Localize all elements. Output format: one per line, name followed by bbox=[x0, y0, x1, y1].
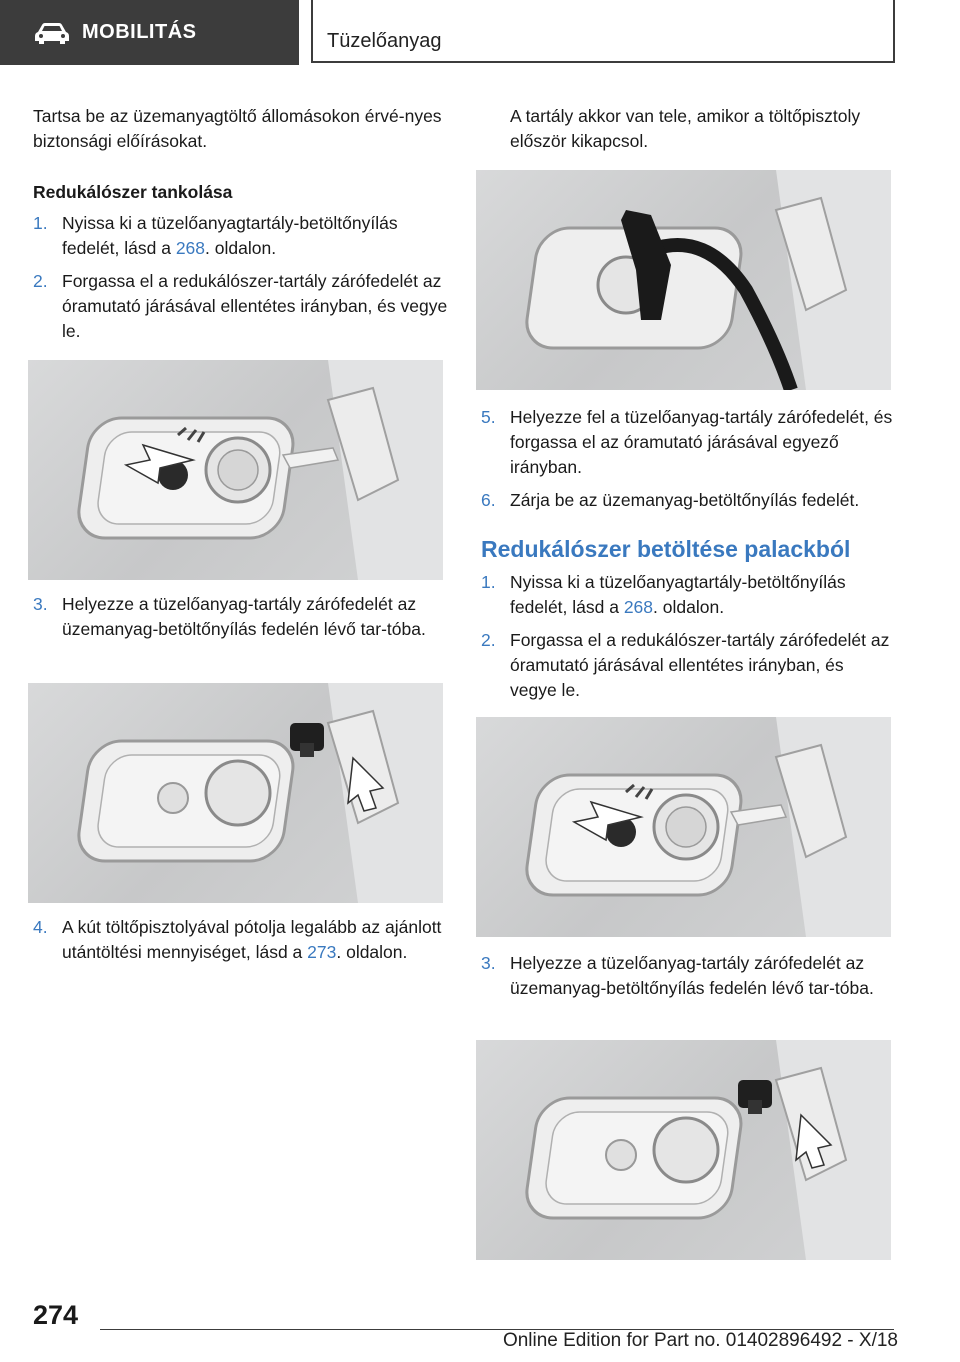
step-item: 2. Forgassa el a redukálószer-tartály zárófedelét az óramutató járásával ellentétes irányban, és vegye le. bbox=[481, 630, 890, 700]
step-item: 6. Zárja be az üzemanyag-betöltőnyílás fedelét. bbox=[481, 490, 860, 510]
fuel-flap-illustration bbox=[28, 360, 443, 580]
full-tank-note: A tartály akkor van tele, amikor a töltőpisztoly először kikapcsol. bbox=[510, 106, 861, 151]
fuel-nozzle-illustration bbox=[476, 170, 891, 390]
right-steps-b bbox=[481, 570, 893, 703]
left-step3 bbox=[33, 592, 453, 642]
fuel-flap-illustration bbox=[28, 683, 443, 903]
section-tab bbox=[0, 0, 299, 65]
left-column bbox=[33, 104, 453, 154]
right-intro bbox=[481, 104, 893, 154]
right-steps-a bbox=[481, 405, 893, 513]
step-item: 3. Helyezze a tüzelőanyag-tartály zárófedelét az üzemanyag-betöltőnyílás fedelén lévő tar-tóba. bbox=[481, 953, 874, 998]
step-item: 2. Forgassa el a redukálószer-tartály zárófedelét az óramutató járásával ellentétes irányban, és vegye le. bbox=[33, 271, 448, 341]
figure-place-cap-2 bbox=[476, 1040, 891, 1260]
step-item: 1. Nyissa ki a tüzelőanyagtartály-betöltőnyílás fedelét, lásd a 268. oldalon. bbox=[481, 572, 846, 617]
step-item: 4. A kút töltőpisztolyával pótolja legalább az ajánlott utántöltési mennyiséget, lásd a 273. oldalon. bbox=[33, 917, 442, 962]
section-label: MOBILITÁS bbox=[82, 21, 197, 43]
fuel-flap-illustration bbox=[476, 1040, 891, 1260]
figure-filling bbox=[476, 170, 891, 390]
page-number: 274 bbox=[33, 1300, 79, 1330]
page-link[interactable]: 268 bbox=[623, 597, 654, 617]
left-steps bbox=[33, 180, 453, 344]
step-item: 3. Helyezze a tüzelőanyag-tartály zárófedelét az üzemanyag-betöltőnyílás fedelén lévő tar-tóba. bbox=[33, 594, 426, 639]
left-step4 bbox=[33, 915, 453, 965]
edition-note: Online Edition for Part no. 01402896492 - X/18 bbox=[502, 1330, 898, 1351]
page-link[interactable]: 268 bbox=[175, 238, 206, 258]
section-heading: Redukálószer betöltése palackból bbox=[481, 536, 851, 562]
car-icon bbox=[34, 21, 70, 45]
chapter-title: Tüzelőanyag bbox=[327, 30, 442, 52]
step-item: 1. Nyissa ki a tüzelőanyagtartály-betöltőnyílás fedelét, lásd a 268. oldalon. bbox=[33, 213, 398, 258]
step-item: 5. Helyezze fel a tüzelőanyag-tartály zárófedelét, és forgassa el az óramutató járásával egyező irányban. bbox=[481, 407, 893, 477]
figure-place-cap bbox=[28, 683, 443, 903]
safety-note: Tartsa be az üzemanyagtöltő állomásokon érvé-nyes biztonsági előírásokat. bbox=[33, 106, 442, 151]
subheading-refilling: Redukálószer tankolása bbox=[33, 182, 233, 202]
figure-remove-cap bbox=[28, 360, 443, 580]
page-link[interactable]: 273 bbox=[307, 942, 337, 962]
right-step3 bbox=[481, 951, 893, 1001]
fuel-flap-illustration bbox=[476, 717, 891, 937]
figure-remove-cap-2 bbox=[476, 717, 891, 937]
chapter-header bbox=[311, 0, 895, 63]
